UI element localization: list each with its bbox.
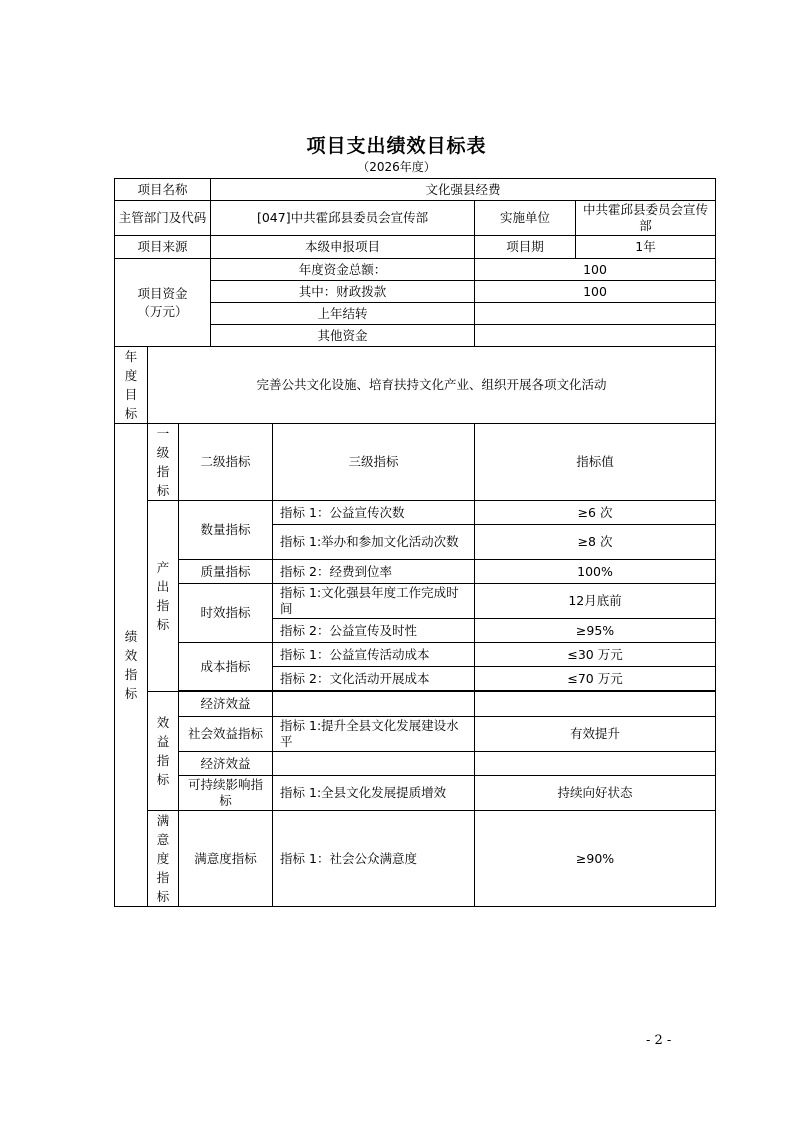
performance-indicators-label xyxy=(115,424,148,907)
quality-indicator-label: 质量指标 xyxy=(179,560,273,584)
funds-other-value xyxy=(475,325,716,347)
t1-name: 指标 1:文化强县年度工作完成时间 xyxy=(273,584,475,619)
source-value: 本级申报项目 xyxy=(211,236,475,259)
su1-name: 指标 1:全县文化发展提质增效 xyxy=(273,776,475,811)
s1-value: 有效提升 xyxy=(475,717,716,752)
satisfaction-row xyxy=(115,811,716,907)
annual-goal-label-text: 年度目标 xyxy=(124,349,138,421)
benefit-economic2-row xyxy=(115,752,716,776)
benefit-indicators-text: 效益指标 xyxy=(156,715,170,787)
funds-carryover-value xyxy=(475,303,716,325)
annual-goal-row xyxy=(115,347,716,424)
annual-goal-text: 完善公共文化设施、培育扶持文化产业、组织开展各项文化活动 xyxy=(148,347,716,424)
col-level2: 二级指标 xyxy=(179,424,273,501)
t2-value: ≥95% xyxy=(475,619,716,643)
indicator-header-row xyxy=(115,424,716,501)
project-name-value: 文化强县经费 xyxy=(211,179,716,201)
sa1-value: ≥90% xyxy=(475,811,716,907)
funds-total-value: 100 xyxy=(475,259,716,281)
quantity-indicator-label: 数量指标 xyxy=(179,501,273,560)
funds-total-row xyxy=(115,259,716,281)
ql1-name: 指标 2：经费到位率 xyxy=(273,560,475,584)
funds-carryover-label: 上年结转 xyxy=(211,303,475,325)
output-indicators-text: 产出指标 xyxy=(156,560,170,632)
year-subtitle: （2026年度） xyxy=(357,160,436,174)
col-level1 xyxy=(148,424,179,501)
economic1-value xyxy=(475,692,716,717)
q1-name: 指标 1：公益宣传次数 xyxy=(273,501,475,525)
sa1-name: 指标 1：社会公众满意度 xyxy=(273,811,475,907)
funds-total-label: 年度资金总额： xyxy=(211,259,475,281)
satisfaction-indicators-text: 满意度指标 xyxy=(156,813,170,904)
q1-value: ≥6 次 xyxy=(475,501,716,525)
c1-name: 指标 1：公益宣传活动成本 xyxy=(273,643,475,667)
economic-benefit-label-2: 经济效益 xyxy=(179,752,273,776)
period-label: 项目期 xyxy=(475,236,576,259)
c2-name: 指标 2：文化活动开展成本 xyxy=(273,667,475,691)
page-title: 项目支出绩效目标表 xyxy=(306,135,487,157)
economic2-value xyxy=(475,752,716,776)
col-value: 指标值 xyxy=(475,424,716,501)
q2-value: ≥8 次 xyxy=(475,525,716,560)
col-level1-text: 一级指标 xyxy=(156,426,170,498)
output-indicators-label xyxy=(148,501,179,692)
output-quality-row xyxy=(115,560,716,584)
satisfaction-indicators-label xyxy=(148,811,179,907)
project-name-label: 项目名称 xyxy=(115,179,211,201)
timeliness-indicator-label: 时效指标 xyxy=(179,584,273,643)
output-c1-row xyxy=(115,643,716,667)
economic-benefit-label-1: 经济效益 xyxy=(179,692,273,717)
t2-name: 指标 2：公益宣传及时性 xyxy=(273,619,475,643)
c1-value: ≤30 万元 xyxy=(475,643,716,667)
source-label: 项目来源 xyxy=(115,236,211,259)
department-row xyxy=(115,201,716,236)
cost-indicator-label: 成本指标 xyxy=(179,643,273,691)
performance-goal-table xyxy=(114,178,716,907)
funds-fiscal-label: 其中：财政拨款 xyxy=(211,281,475,303)
impl-unit-label: 实施单位 xyxy=(475,201,576,236)
source-row xyxy=(115,236,716,259)
funds-label-text: 项目资金（万元） xyxy=(137,285,188,319)
dept-label: 主管部门及代码 xyxy=(115,201,211,236)
output-q1-row xyxy=(115,501,716,525)
ql1-value: 100% xyxy=(475,560,716,584)
output-t1-row xyxy=(115,584,716,619)
s1-name: 指标 1:提升全县文化发展建设水平 xyxy=(273,717,475,752)
satisfaction-sub-label: 满意度指标 xyxy=(179,811,273,907)
sustainable-impact-label: 可持续影响指标 xyxy=(179,776,273,811)
funds-fiscal-value: 100 xyxy=(475,281,716,303)
benefit-indicators-label xyxy=(148,692,179,811)
funds-label xyxy=(115,259,211,347)
q2-name: 指标 1:举办和参加文化活动次数 xyxy=(273,525,475,560)
project-name-row xyxy=(115,179,716,201)
benefit-social-row xyxy=(115,717,716,752)
economic1-name xyxy=(273,692,475,717)
t1-value: 12月底前 xyxy=(475,584,716,619)
funds-other-label: 其他资金 xyxy=(211,325,475,347)
social-benefit-label: 社会效益指标 xyxy=(179,717,273,752)
col-level3: 三级指标 xyxy=(273,424,475,501)
dept-value: [047]中共霍邱县委员会宣传部 xyxy=(211,201,475,236)
benefit-sustain-row xyxy=(115,776,716,811)
period-value: 1年 xyxy=(576,236,716,259)
page-number: - 2 - xyxy=(646,1033,672,1048)
performance-indicators-text: 绩效指标 xyxy=(124,629,138,701)
su1-value: 持续向好状态 xyxy=(475,776,716,811)
benefit-economic1-row xyxy=(115,692,716,717)
annual-goal-label xyxy=(115,347,148,424)
c2-value: ≤70 万元 xyxy=(475,667,716,691)
economic2-name xyxy=(273,752,475,776)
impl-unit-value: 中共霍邱县委员会宣传部 xyxy=(576,201,716,236)
